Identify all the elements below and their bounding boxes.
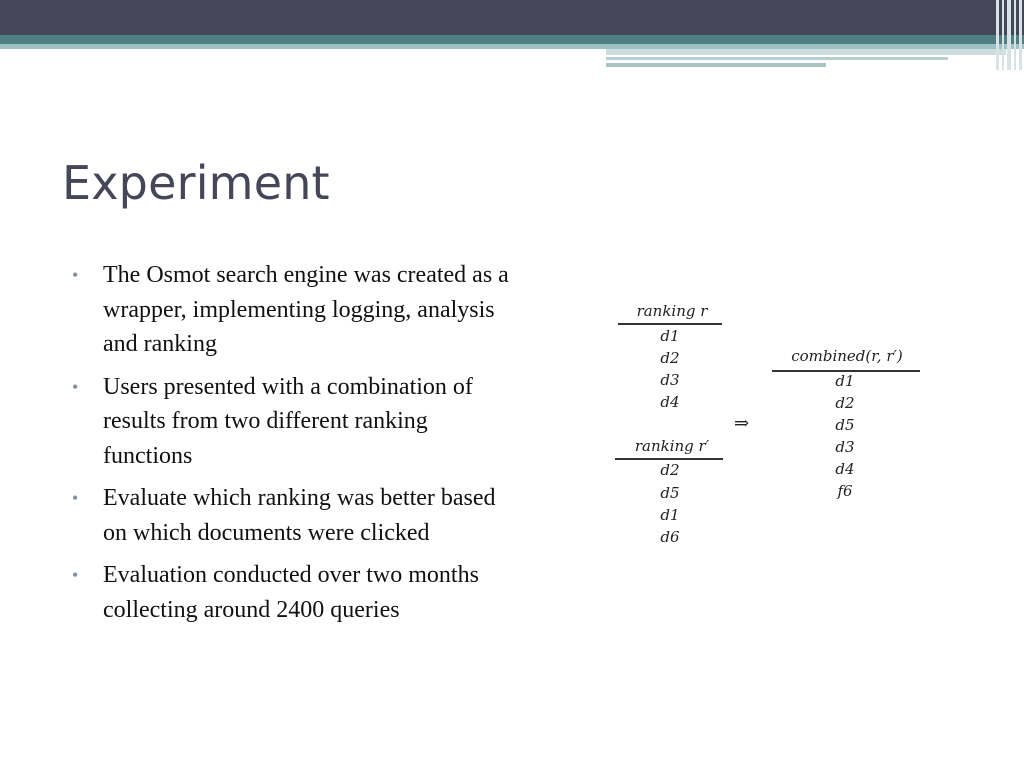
arrow-icon: ⇒ [734,413,750,434]
ranking-r-item: d1 [660,327,680,345]
combined-item: d1 [835,372,855,390]
ranking-r-prime-rule [615,458,723,460]
slide-title: Experiment [62,156,330,210]
decor-strip [606,57,948,60]
bullet-dot-icon: • [72,376,79,397]
bullet-item: • Users presented with a combination of results from two different ranking functions [72,370,512,474]
ranking-r-prime-header: ranking r′ [634,437,710,455]
ranking-r-item: d4 [660,393,680,411]
bullet-item: • Evaluate which ranking was better based on which documents were clicked [72,481,512,550]
bullet-list [72,258,512,635]
combined-item: f6 [837,482,853,500]
combined-item: d4 [835,460,855,478]
bullet-dot-icon: • [72,265,79,285]
accent-band [0,35,1024,44]
ranking-r-prime-item: d6 [660,528,680,546]
ranking-r-prime-item: d1 [660,506,680,524]
ranking-r-rule [618,323,722,325]
combined-item: d5 [835,416,855,434]
header-bar [0,0,1024,35]
ranking-r-prime-item: d2 [660,461,680,479]
decor-strip [606,49,1006,55]
bullet-dot-icon: • [72,565,79,585]
ranking-r-prime-item: d5 [660,484,680,502]
combined-header: combined(r, r′) [791,347,903,365]
ranking-r-header: ranking r [636,302,708,320]
bullet-item: • The Osmot search engine was created as a wrapper, implementing logging, analysis and ranking [72,258,512,362]
ranking-r-item: d3 [660,371,680,389]
ranking-figure [612,300,932,560]
bullet-item: • Evaluation conducted over two months collecting around 2400 queries [72,558,512,627]
ranking-r-item: d2 [660,349,680,367]
combined-item: d2 [835,394,855,412]
decor-strip [606,63,826,67]
combined-item: d3 [835,438,855,456]
decor-vertical-lines [994,0,1024,70]
bullet-dot-icon: • [72,488,79,508]
